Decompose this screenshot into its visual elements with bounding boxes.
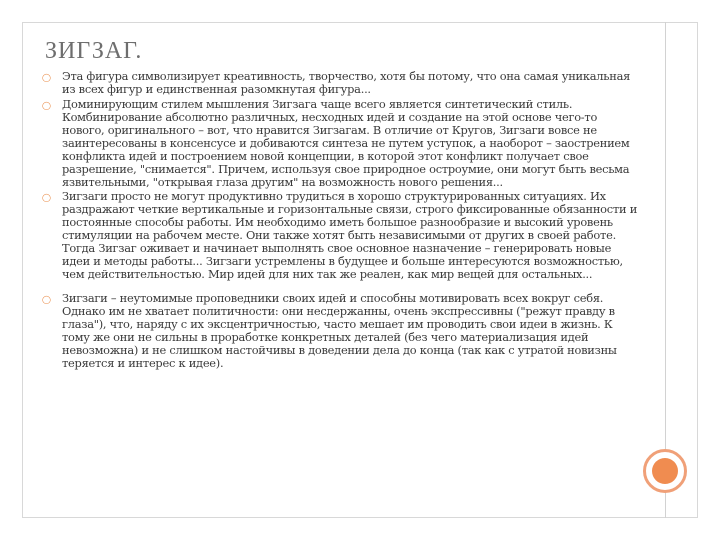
slide-right-rail (665, 22, 666, 518)
circle-bullet-icon: ◯ (42, 295, 51, 304)
slide-title: ЗИГЗАГ. (45, 38, 143, 64)
bullet-text: Зигзаги – неутомимые проповедники своих идей и способны мотивировать всех вокруг себя. Однако им не хватает политичности: они несдержанны, очень экспрессивны ("режут правду в глаза"), что, наряду с их эксцентричностью, часто мешает им проводить свои идеи в жизнь. К тому же они не сильны в проработке конкретных деталей (без чего материализация идей невозможна) и не слишком настойчивы в доведении дела до конца (так как с утратой новизны теряется и интерес к идее). (62, 291, 617, 370)
bullet-item (40, 292, 642, 370)
bullet-list (40, 70, 642, 370)
decorative-circle (643, 449, 687, 493)
circle-bullet-icon: ◯ (42, 101, 51, 110)
bullet-text: Эта фигура символизирует креативность, творчество, хотя бы потому, что она самая уникальная из всех фигур и единственная разомкнутая фигура... (62, 69, 631, 96)
decorative-circle-core (652, 458, 678, 484)
circle-bullet-icon: ◯ (42, 73, 51, 82)
bullet-item (40, 70, 642, 96)
bullet-text: Доминирующим стилем мышления Зигзага чаще всего является синтетический стиль. Комбинирование абсолютно различных, несходных идей и создание на этой основе чего-то нового, оригинального – вот, что нравится Зигзагам. В отличие от Кругов, Зигзаги вовсе не заинтересованы в консенсусе и добиваются синтеза не путем уступок, а наоборот – заострением конфликта идей и построением новой концепции, в которой этот конфликт получает свое разрешение, "снимается". Причем, используя свое природное остроумие, они могут быть весьма язвительными, "открывая глаза другим" на возможность нового решения... (62, 97, 630, 189)
bullet-item (40, 98, 642, 189)
bullet-item (40, 190, 642, 281)
circle-bullet-icon: ◯ (42, 193, 51, 202)
bullet-text: Зигзаги просто не могут продуктивно трудиться в хорошо структурированных ситуациях. Их раздражают четкие вертикальные и горизонтальные связи, строго фиксированные обязанности и постоянные способы работы. Им необходимо иметь большое разнообразие и высокий уровень стимуляции на рабочем месте. Они также хотят быть независимыми от других в своей работе. Тогда Зигзаг оживает и начинает выполнять свое основное назначение – генерировать новые идеи и методы работы... Зигзаги устремлены в будущее и больше интересуются возможностью, чем действительностью. Мир идей для них так же реален, как мир вещей для остальных... (62, 189, 638, 281)
